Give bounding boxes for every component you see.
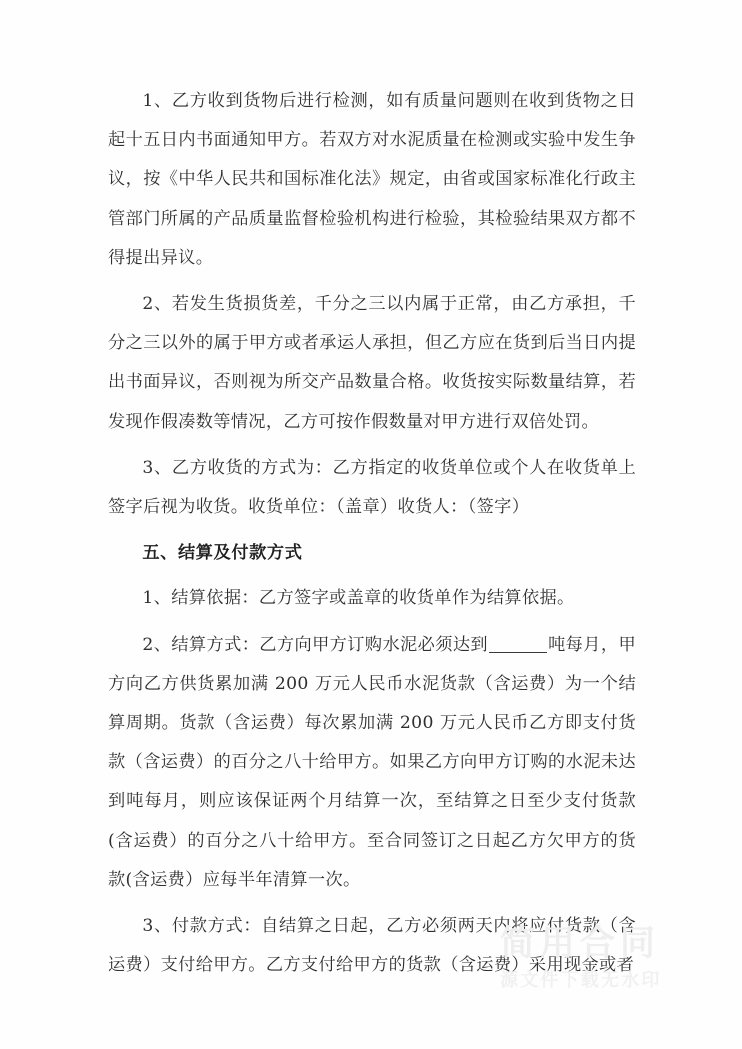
paragraph-settlement-basis: 1、结算依据：乙方签字或盖章的收货单作为结算依据。 <box>142 588 575 609</box>
document-body <box>108 82 636 992</box>
settlement-text-before-blank: 2、结算方式：乙方向甲方订购水泥必须达到 <box>142 634 489 655</box>
paragraph-payment-method: 3、付款方式：自结算之日起，乙方必须两天内将应付货款（含运费）支付给甲方。乙方支付给甲方的货款（含运费）采用现金或者 <box>108 916 636 976</box>
paragraph-loss-and-discrepancy: 2、若发生货损货差，千分之三以内属于正常，由乙方承担，千分之三以外的属于甲方或者承运人承担，但乙方应在货到后当日内提出书面异议，否则视为所交产品数量合格。收货按实际数量结算，若发现作假凑数等情况，乙方可按作假数量对甲方进行双倍处罚。 <box>108 294 636 432</box>
watermark-sub-text: 源文件下载无水印 <box>500 970 662 991</box>
fill-in-blank-tonnage[interactable] <box>489 652 547 653</box>
paragraph-receiving-inspection: 1、乙方收到货物后进行检测，如有质量问题则在收到货物之日起十五日内书面通知甲方。若双方对水泥质量在检测或实验中发生争议，按《中华人民共和国标准化法》规定，由省或国家标准化行政主管部门所属的产品质量监督检验机构进行检验，其检验结果双方都不得提出异议。 <box>108 91 636 268</box>
section-heading-settlement-and-payment: 五、结算及付款方式 <box>142 543 303 564</box>
settlement-text-after-blank: 吨每月，甲方向乙方供货累加满 200 万元人民币水泥货款（含运费）为一个结算周期。货款（含运费）每次累加满 200 万元人民币乙方即支付货款（含运费）的百分之八十给甲方。如果乙方向甲方订购的水泥未达到吨每月，则应该保证两个月结算一次，至结算之日至少支付货款(含运费）的百分之八十给甲方。至合同签订之日起乙方欠甲方的货款(含运费）应每半年清算一次。 <box>108 634 636 890</box>
watermark-main-text: 简用合同 <box>500 924 661 964</box>
paragraph-settlement-method <box>108 626 636 900</box>
paragraph-receiving-method: 3、乙方收货的方式为：乙方指定的收货单位或个人在收货单上签字后视为收货。收货单位：（盖章）收货人：（签字） <box>108 457 636 518</box>
